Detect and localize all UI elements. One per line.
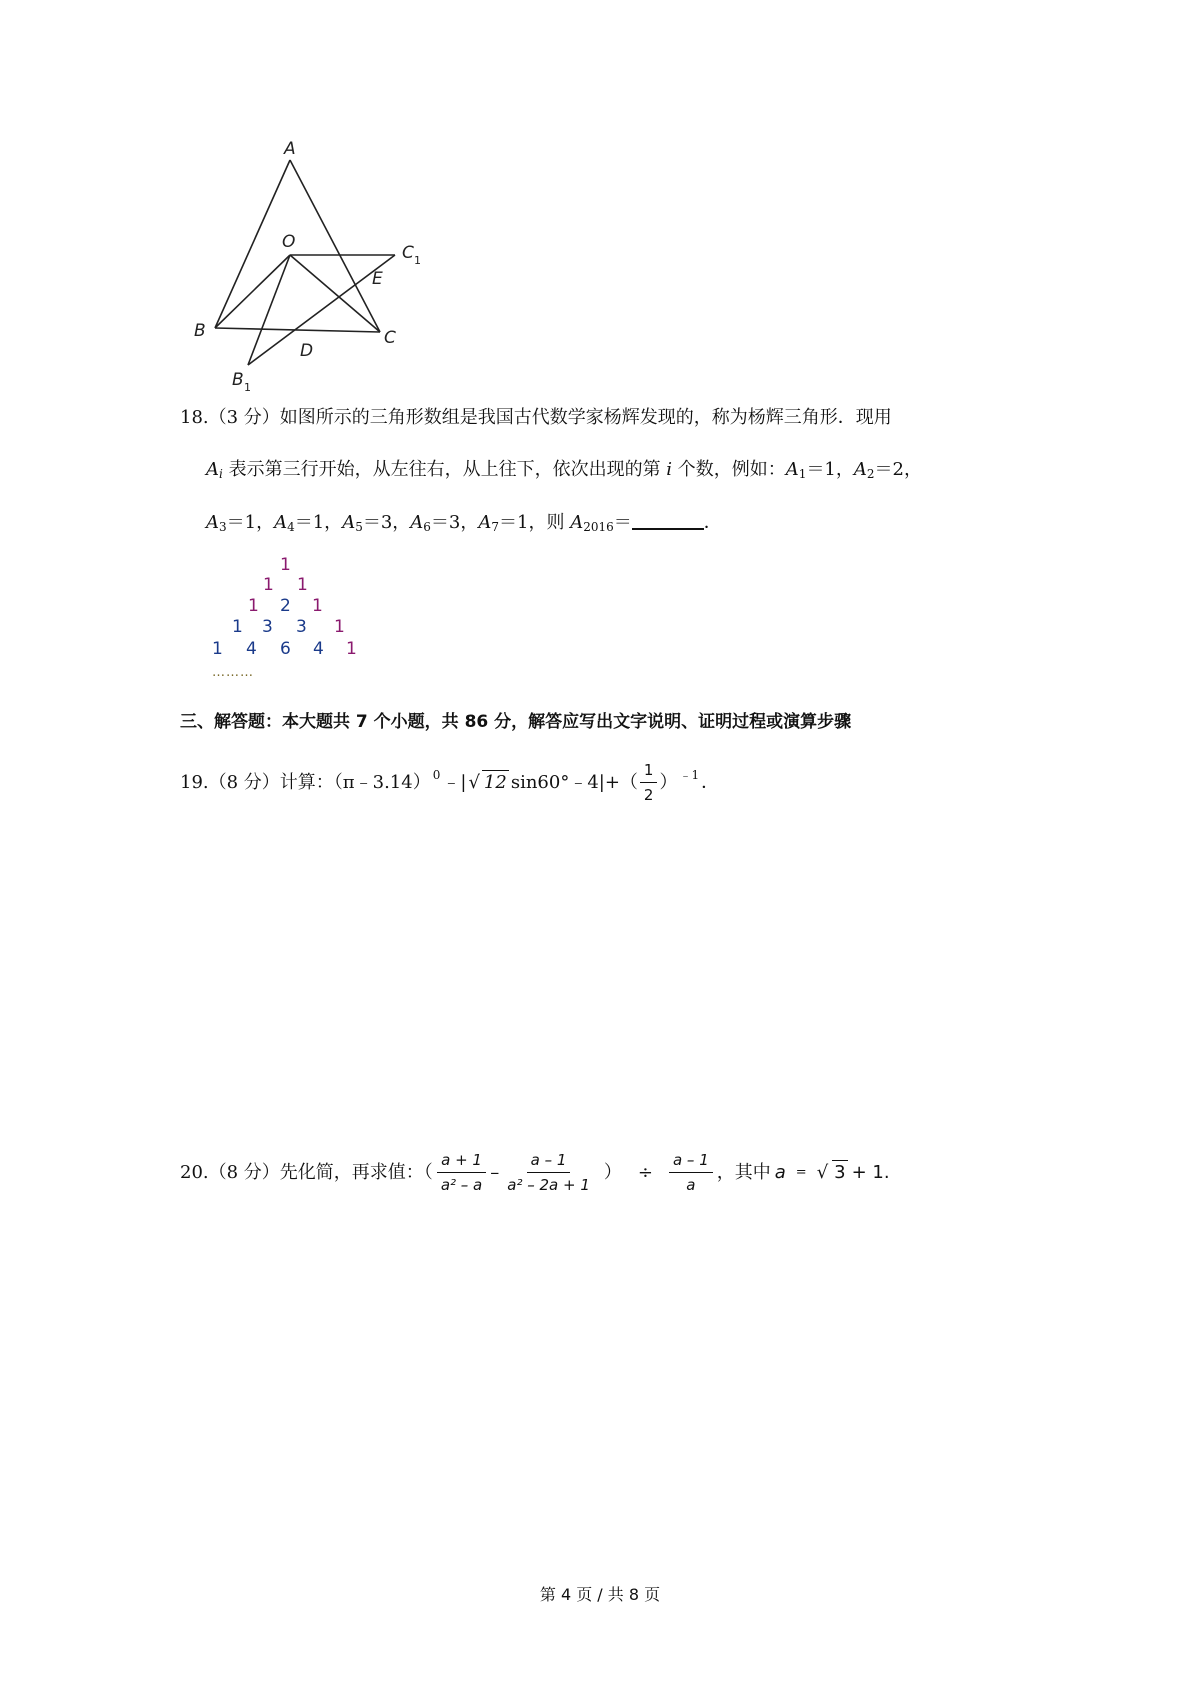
q18-Ai-sub: i bbox=[219, 467, 223, 481]
q18-ex6: A bbox=[410, 512, 424, 533]
q20-eq: = bbox=[795, 1164, 807, 1180]
pascal-r3-c3: 1 bbox=[334, 617, 345, 637]
label-B1: B bbox=[232, 370, 244, 390]
q20 bbox=[180, 1150, 894, 1195]
q18-ex1-val: ＝1， bbox=[806, 459, 854, 480]
q20-frac1 bbox=[437, 1150, 486, 1195]
q18-ex7-sub: 7 bbox=[491, 520, 500, 534]
q18-text-3: 个数，例如： bbox=[672, 459, 786, 480]
q18-line3 bbox=[206, 510, 722, 539]
q20-frac3-den: a bbox=[686, 1176, 696, 1194]
q20-val-sqrt: 3 bbox=[834, 1162, 846, 1183]
q18-ex5-val: ＝3， bbox=[362, 512, 411, 533]
label-C1-sub: 1 bbox=[414, 254, 421, 267]
q19-frac-num: 1 bbox=[640, 760, 658, 783]
sqrt-icon: √ bbox=[468, 771, 480, 793]
q20-frac1-den: a² – a bbox=[440, 1176, 483, 1194]
q18-ex4-sub: 4 bbox=[287, 520, 295, 534]
pascal-dots: ……… bbox=[212, 665, 254, 680]
q19-exp0: 0 bbox=[432, 767, 441, 782]
label-A: A bbox=[284, 140, 296, 159]
pascal-r0-c0: 1 bbox=[280, 555, 291, 575]
q19-mid2: sin60°﹣4|+（ bbox=[510, 771, 638, 793]
pascal-r2-c2: 1 bbox=[312, 596, 323, 616]
pascal-r3-c0: 1 bbox=[232, 617, 243, 637]
q18-ex1: A bbox=[785, 459, 799, 480]
q18-ex7: A bbox=[478, 512, 492, 533]
q20-frac3 bbox=[669, 1150, 713, 1195]
q18-ex3-val: ＝1， bbox=[226, 512, 275, 533]
section-heading: 三、解答题：本大题共 7 个小题，共 86 分，解答应写出文字说明、证明过程或演算步骤 bbox=[180, 712, 852, 732]
q18-ask-sub: 2016 bbox=[583, 520, 614, 534]
q19-mid3: ） bbox=[659, 771, 678, 793]
q18-line1 bbox=[180, 406, 892, 430]
q20-prefix: 20.（8 分）先化简，再求值：（ bbox=[180, 1161, 433, 1183]
label-B1-sub: 1 bbox=[244, 381, 251, 394]
q18-Ai: A bbox=[206, 459, 219, 480]
label-D: D bbox=[300, 341, 314, 361]
page-footer: 第 4 页 / 共 8 页 bbox=[539, 1585, 661, 1604]
q19-end: ． bbox=[701, 771, 720, 793]
pascal-r4-c1: 4 bbox=[246, 639, 257, 659]
q19 bbox=[180, 760, 719, 805]
q18-i: i bbox=[666, 459, 673, 480]
q19-prefix: 19.（8 分）计算：（π﹣3.14） bbox=[180, 771, 431, 793]
q18-ex2-val: ＝2， bbox=[874, 459, 922, 480]
label-C: C bbox=[384, 328, 396, 348]
q20-minus: – bbox=[490, 1161, 500, 1183]
q18-text-1: 18.（3 分）如图所示的三角形数组是我国古代数学家杨辉发现的，称为杨辉三角形．现用 bbox=[180, 407, 892, 428]
q18-ex4: A bbox=[274, 512, 288, 533]
q19-sqrt-arg: 12 bbox=[483, 772, 507, 793]
q18-text-2: 表示第三行开始，从左往右，从上往下，依次出现的第 bbox=[222, 459, 667, 480]
q18-ex3-sub: 3 bbox=[219, 520, 227, 534]
q18-ex5: A bbox=[342, 512, 356, 533]
pascal-r3-c1: 3 bbox=[262, 617, 273, 637]
pascal-r3-c2: 3 bbox=[296, 617, 307, 637]
q18-ex4-val: ＝1， bbox=[294, 512, 343, 533]
q18-end: ． bbox=[703, 512, 722, 533]
triangle-figure bbox=[180, 140, 480, 400]
q20-where: ，其中 bbox=[716, 1161, 771, 1183]
q18-ex6-sub: 6 bbox=[423, 520, 431, 534]
q20-val-rest: + 1. bbox=[851, 1161, 890, 1183]
q18-ask: A bbox=[570, 512, 584, 533]
q20-frac2-num: a – 1 bbox=[527, 1150, 571, 1173]
q18-line2 bbox=[206, 458, 922, 486]
q20-div: ÷ bbox=[637, 1161, 653, 1183]
q20-frac3-num: a – 1 bbox=[669, 1150, 713, 1173]
q18-ex1-sub: 1 bbox=[798, 467, 807, 481]
sqrt-icon-2: √ bbox=[816, 1161, 829, 1183]
q20-frac2 bbox=[503, 1150, 594, 1195]
pascal-r4-c4: 1 bbox=[346, 639, 357, 659]
answer-blank[interactable] bbox=[632, 510, 704, 530]
pascal-r1-c0: 1 bbox=[263, 575, 274, 595]
pascal-r2-c1: 2 bbox=[280, 596, 291, 616]
label-O: O bbox=[282, 232, 296, 252]
q18-ex5-sub: 5 bbox=[355, 520, 363, 534]
label-C1: C bbox=[402, 243, 414, 263]
q18-ex2-sub: 2 bbox=[866, 467, 875, 481]
q19-mid1: ﹣| bbox=[442, 771, 467, 793]
q20-frac2-den: a² – 2a + 1 bbox=[507, 1176, 590, 1194]
pascal-triangle bbox=[200, 555, 380, 695]
q18-ask-eq: ＝ bbox=[613, 512, 632, 533]
q20-frac1-num: a + 1 bbox=[437, 1150, 486, 1173]
q20-close: ） bbox=[603, 1161, 622, 1183]
q19-exp1: ﹣1 bbox=[679, 767, 700, 782]
q19-frac-den: 2 bbox=[643, 786, 654, 804]
pascal-r4-c0: 1 bbox=[212, 639, 223, 659]
q19-frac bbox=[640, 760, 658, 805]
q18-ex3: A bbox=[206, 512, 219, 533]
label-B: B bbox=[194, 321, 206, 341]
label-E: E bbox=[372, 269, 383, 289]
q20-var: a bbox=[774, 1161, 786, 1183]
q18-ex6-val: ＝3， bbox=[430, 512, 479, 533]
pascal-r1-c1: 1 bbox=[297, 575, 308, 595]
q18-ex2: A bbox=[853, 459, 867, 480]
pascal-r4-c3: 4 bbox=[313, 639, 324, 659]
q18-ex7-val: ＝1，则 bbox=[499, 512, 571, 533]
pascal-r4-c2: 6 bbox=[280, 639, 291, 659]
pascal-r2-c0: 1 bbox=[248, 596, 259, 616]
